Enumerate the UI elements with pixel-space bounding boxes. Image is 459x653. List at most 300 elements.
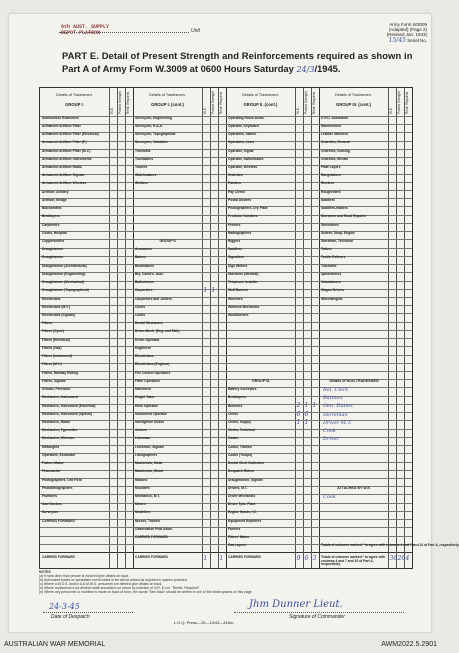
non-tradesman-entry: Cook <box>323 428 336 435</box>
trade-label: Armament Artificer Fitter (M.V.) <box>42 148 91 153</box>
group-divider <box>226 88 227 568</box>
trade-label: Mechanics, M.T. <box>135 494 160 498</box>
trade-label: Electricians (Signals) <box>42 313 76 318</box>
trade-label: Signallers <box>228 255 244 260</box>
sub-column-header: Posted Strength <box>304 91 308 114</box>
despatch-date-handwritten: 24-3-45 <box>49 602 80 611</box>
note-item: (e) Where any personnel or mobilise is made on back of form, the words "See Back" should be written in one of the blank spaces on this page. <box>39 590 253 594</box>
column-details-label: Details of Tradesmen. <box>242 93 279 97</box>
trade-label: Photographers, Ord Field <box>42 477 82 482</box>
trade-label: GROUP III. <box>251 378 271 383</box>
trade-label: Fitters (Electrical) <box>42 337 70 342</box>
column-group-label: GROUP I. (cont.) <box>151 102 184 107</box>
trade-label: Lithographers <box>135 452 158 457</box>
trade-label: Dental Clerk Collection <box>228 461 265 466</box>
sub-column-header: Reinf. Required <box>405 91 409 114</box>
trade-label: Hatchmen <box>135 387 151 392</box>
group-divider <box>133 88 134 568</box>
trade-label: Artificer, Artillery <box>42 189 69 194</box>
entry-we: 1 <box>296 418 301 426</box>
trade-label: Postal Dusters <box>228 197 252 202</box>
row-rule <box>319 322 412 323</box>
trade-label: Operator, Switchboard <box>228 156 264 161</box>
row-rule <box>133 215 226 216</box>
trade-label: Mechanics, Wireless <box>42 436 75 441</box>
trade-label: Armourers <box>135 247 152 252</box>
trade-label: Carpenters <box>42 222 60 227</box>
notes-list <box>39 574 411 594</box>
trade-label: Tinsmiths <box>135 148 151 153</box>
trade-label: Armament Artificer Fitter (Electrical) <box>42 132 99 137</box>
trade-label: Surveyors, Engineering <box>135 115 173 120</box>
trade-label: Printers <box>228 222 241 227</box>
trade-label: Saddlers-makers <box>321 206 348 211</box>
row-rule <box>226 338 319 339</box>
sub-column-divider <box>295 88 296 568</box>
sub-column-divider <box>396 88 397 568</box>
row-rule <box>319 313 412 314</box>
trade-label: Photolithographers <box>42 485 73 490</box>
archive-caption <box>0 639 441 653</box>
trade-label: Orderlies, Mental <box>321 156 348 161</box>
trade-label: Fitters (Cycle) <box>42 329 64 334</box>
trade-label: Armament Artificer Instruments <box>42 156 92 161</box>
row-rule <box>319 470 412 471</box>
trade-label: Draughtsmen (Mechanical) <box>42 280 85 285</box>
commander-signature: Jhm Dunner Lieut. <box>249 599 343 610</box>
trade-label: Armament Artificer Radio <box>42 164 82 169</box>
trade-label: Operator, Signal <box>228 148 254 153</box>
trade-label: Despatch Riders <box>228 469 255 474</box>
trade-label: Bricklayers <box>42 214 60 219</box>
trade-label: Fitter Operators <box>135 378 160 383</box>
trade-label: Observation Post Assts. <box>135 526 173 531</box>
notes-title: NOTES <box>39 570 51 574</box>
serial-value: 15/45 <box>388 36 406 44</box>
trade-label: Cooks (Troops) <box>228 452 253 457</box>
sub-column-header: W.E. <box>110 107 114 114</box>
trade-label: Fitters (M.V.) <box>42 362 62 367</box>
row-rule <box>226 322 319 323</box>
serial-number <box>347 38 427 43</box>
carried-forward-posted: 6 <box>304 555 309 562</box>
row-rule <box>319 519 412 520</box>
sub-column-header: Posted Strength <box>118 91 122 114</box>
trade-label: Riggers <box>228 238 241 243</box>
trade-label: Surveyors, Topographical <box>135 132 176 137</box>
trade-label: Tinsmiths <box>321 263 337 268</box>
sub-column-header: Posted Strength <box>211 91 215 114</box>
trade-label: Toolmakers <box>135 156 154 161</box>
trade-label: Artificer, Bridge <box>42 197 67 202</box>
trade-label: Predictor Numbers <box>228 214 258 219</box>
sub-column-header: W.E. <box>389 107 393 114</box>
trade-label: Carpenters <box>135 288 153 293</box>
trade-label: Electricians (M.V.) <box>42 304 71 309</box>
trade-label: Draughtsmen (Topographical) <box>42 288 89 293</box>
trade-label: Electricians <box>135 354 154 359</box>
note-item: (c) Where a W.O.S. and/or A.A.M.W.S. personnel are deleted give details on back. <box>39 582 163 586</box>
trade-label: Armament Artificer Fitter (F.) <box>42 140 87 145</box>
trade-label: Driver-Operator <box>135 337 160 342</box>
trade-label: Ammunition Examiners <box>42 115 79 120</box>
trade-label: Height Taker <box>135 395 155 400</box>
trade-label: Bullockmen <box>135 280 154 285</box>
column-group-label: GROUP II. (cont.) <box>243 102 278 107</box>
row-rule <box>226 346 319 347</box>
trade-label: Bakers <box>135 255 146 260</box>
sub-column-header: Reinf. Required <box>219 91 223 114</box>
row-rule <box>319 305 412 306</box>
trade-label: Orderlies, Nursing <box>321 148 350 153</box>
trade-label: Totals of columns marked * to agree with columns 4 and 7 and 10 of Part A, respectively. <box>321 543 459 548</box>
sub-column-divider <box>109 88 110 568</box>
trade-label: Drivers, M.T. <box>228 485 248 490</box>
trade-label: Upholsterers <box>321 271 342 276</box>
sub-column-divider <box>388 88 389 568</box>
row-rule <box>133 231 226 232</box>
trade-label: Clerks <box>228 411 239 416</box>
trade-label: Mechanics, Radio <box>42 419 70 424</box>
carried-forward-label: CARRIED FORWARD <box>135 555 168 559</box>
non-tradesman-entry: Storeman <box>323 411 348 418</box>
trade-label: Joiners <box>135 428 147 433</box>
column-group-label: GROUP I. <box>65 102 84 107</box>
trade-label: Operating Room Assts. <box>228 115 265 120</box>
non-tradesman-entry: Rel. Clerk <box>323 386 349 393</box>
carried-forward-we: 9 <box>296 555 301 562</box>
row-rule <box>226 355 319 356</box>
non-tradesman-entry: Batman <box>323 395 343 402</box>
unit-label: Unit <box>191 28 200 34</box>
trade-label: Plate Layers <box>321 164 341 169</box>
trade-label: Armament Artificer Fitter <box>42 123 81 128</box>
trade-label: Cooks <box>228 436 239 441</box>
trade-label: Gas Layers <box>228 543 246 548</box>
row-rule <box>133 206 226 207</box>
non-tradesman-entry: Gen. Duties <box>323 403 353 410</box>
carried-forward-label: CARRIED FORWARD <box>228 555 261 559</box>
entry-posted: 1 <box>304 402 309 410</box>
trade-label: Sign Writers <box>228 263 248 268</box>
trade-label: Storeman, Technical <box>321 238 354 243</box>
trade-label: Surveyors, Valuation <box>135 140 168 145</box>
trade-label: Blacksmiths <box>42 206 62 211</box>
trade-label: Tailors <box>321 247 332 252</box>
signature-underline <box>234 612 404 613</box>
sub-column-header: W.E. <box>203 107 207 114</box>
trade-label: Photographers, Dry Plate <box>228 206 268 211</box>
row-rule <box>319 462 412 463</box>
sub-column-divider <box>125 88 126 568</box>
trade-label: Instrument Operator <box>135 411 167 416</box>
sub-column-divider <box>202 88 203 568</box>
trade-label: ATTACHED BY W.E. <box>337 485 371 490</box>
row-rule <box>319 338 412 339</box>
row-rule <box>40 527 133 528</box>
trade-label: Nurses, Trained <box>135 518 160 523</box>
trade-label: Cooks <box>135 313 146 318</box>
unit-stamp <box>61 24 109 36</box>
sub-column-header: Reinf. Required <box>312 91 316 114</box>
stamp-line-1: 6th AUST. SUPPLY <box>61 24 110 30</box>
trade-label: Turners <box>135 164 148 169</box>
despatch-label: Date of Despatch <box>51 614 90 620</box>
trade-label: Pay Clerks <box>228 189 245 194</box>
attached-entry: Cook <box>323 493 336 500</box>
column-group-label: GROUP III. (cont.) <box>335 102 372 107</box>
trade-label: Woodturners <box>228 313 249 318</box>
trade-label: Textile Refiners <box>321 255 346 260</box>
unit-underline <box>59 32 189 33</box>
form-reference <box>347 22 427 43</box>
trade-label: Watchmakers <box>135 173 157 178</box>
trade-label: Masons <box>135 477 148 482</box>
trade-label: Fitters (Instrument) <box>42 354 73 359</box>
trade-label: Wagon Drivers <box>321 288 345 293</box>
trade-label: Fitters, Signals <box>42 378 66 383</box>
sub-column-divider <box>404 88 405 568</box>
carried-forward-label: CARRIED FORWARD <box>42 555 75 559</box>
trade-label: GROUP II. <box>159 238 177 243</box>
non-tradesman-entry: Driver M.T. <box>323 419 352 426</box>
trade-label: Driver-Mech. (Eng. and Mid.) <box>135 329 180 334</box>
trade-label: Butchers <box>228 403 243 408</box>
row-rule <box>319 371 412 372</box>
row-rule <box>133 198 226 199</box>
row-rule <box>226 363 319 364</box>
entry-reinf: 1 <box>312 402 317 410</box>
trade-label: Saw Doctors <box>42 502 62 507</box>
trade-label: Fitters (Gas) <box>42 345 62 350</box>
trade-label: Operator, Wireless <box>228 164 258 169</box>
trade-label: Welders <box>135 181 148 186</box>
trade-label: Engine Hands, I.C. <box>228 510 257 515</box>
trade-label: Grinder, Precision <box>42 387 71 392</box>
column-details-label: Details of Tradesmen. <box>149 93 186 97</box>
trade-label: Draughtsmen (Engineering) <box>42 271 86 276</box>
row-rule <box>319 478 412 479</box>
sub-column-divider <box>218 88 219 568</box>
trade-label: Storemen and Road Repairer <box>321 214 367 219</box>
sub-column-divider <box>117 88 118 568</box>
trade-label: Fitters <box>42 321 53 326</box>
total-reinf: 4 <box>405 555 410 562</box>
form-ref-line-2: (Adapted) (Page 2) <box>388 27 427 33</box>
entry-posted: 1 <box>304 418 309 426</box>
trade-label: Draughtsmen, Signals <box>228 477 263 482</box>
row-rule <box>40 544 133 545</box>
page-title-line-2 <box>62 63 341 74</box>
trade-label: Operators, Lines <box>228 140 255 145</box>
total-we: 36 <box>389 555 398 562</box>
trade-label: Storemen (Medical) <box>228 271 259 276</box>
trade-label: Fitters' Mates <box>228 535 250 540</box>
trade-label: G.P.O. Assistants <box>321 115 349 120</box>
trade-label: Cooks, Trained <box>228 444 252 449</box>
row-rule <box>319 363 412 364</box>
note-item: (b) Authorised trades or specialists not included in list will be added as required in spaces provided. <box>39 578 188 582</box>
entry-we: 2 <box>296 402 301 410</box>
trade-label: Moulders <box>135 485 150 490</box>
trade-label: Pattern Maker <box>42 461 64 466</box>
trade-label: Radiographers <box>228 230 252 235</box>
trade-label: Wheelers <box>228 296 243 301</box>
sub-column-divider <box>311 88 312 568</box>
sub-column-divider <box>210 88 211 568</box>
sub-column-divider <box>303 88 304 568</box>
column-details-label: Details of Tradesmen. <box>56 93 93 97</box>
trade-label: Farriers <box>228 526 241 531</box>
trade-label: Dental Mechanics <box>135 321 163 326</box>
trade-label: Driver Tpts. Plant <box>228 502 256 507</box>
carried-forward-we: 1 <box>203 555 208 562</box>
non-tradesman-entry: Driver <box>323 436 340 443</box>
trade-label: Saddlers <box>321 197 335 202</box>
trade-label: Cooks, Hospital <box>42 230 67 235</box>
trade-label: Millwrights <box>42 444 60 449</box>
note-item: (d) Where replacement not desired state annotation on return by insertion of N.R. in col. "Reinfs. Required". <box>39 586 201 590</box>
trade-label: Operators, Excavator <box>42 452 76 457</box>
row-rule <box>319 355 412 356</box>
trade-label: Telephone Installer <box>228 280 258 285</box>
form-sheet <box>9 14 459 632</box>
trade-label: Mechanics, Typewriter <box>42 428 78 433</box>
trade-label: Orderlies, General <box>321 140 350 145</box>
trade-label: Saddlers <box>228 247 242 252</box>
strength-table <box>39 87 459 569</box>
trade-label: Draughtsmen <box>42 255 64 260</box>
entry-we: 6 <box>296 410 301 418</box>
trade-label: Fitters, Railway Rolling <box>42 370 79 375</box>
trade-label: Draughtsmen <box>42 247 64 252</box>
printer-line: L.H.Q. Press—15—10/43—416m. <box>174 620 235 625</box>
trade-label: Mechanics, Instrument (Optical) <box>42 411 93 416</box>
page-title-line-1: PART E. Detail of Present Strength and Reinforcements required as shown in <box>62 50 413 61</box>
trade-label: Surveyors <box>42 510 59 515</box>
row-rule <box>133 223 226 224</box>
trade-label: Wheelwrights <box>321 296 343 301</box>
trade-label: Leather Stitchers <box>321 132 348 137</box>
carried-forward-reinf: 1 <box>219 555 224 562</box>
trade-label: Pharmacist <box>42 469 60 474</box>
total-posted: 26 <box>397 555 406 562</box>
trade-label: Wireless Mechanics <box>228 304 260 309</box>
trade-label: Clerks <box>135 304 146 309</box>
trade-label: Modellers <box>135 510 151 515</box>
trade-label: Driver Mechanics <box>228 494 256 498</box>
row-rule <box>133 190 226 191</box>
row-rule <box>319 346 412 347</box>
row-rule <box>40 536 133 537</box>
trade-label: CARRIED FORWARD <box>42 518 75 523</box>
trade-label: Battery Surveyors <box>228 387 257 392</box>
trade-label: Electricians (Engines) <box>135 362 170 367</box>
trade-label: Intelligence Duties <box>135 419 165 424</box>
sub-column-header: W.E. <box>296 107 300 114</box>
despatch-underline <box>43 612 133 613</box>
trade-label: Armament Artificer Wireless <box>42 181 87 186</box>
row-rule <box>319 527 412 528</box>
trade-label: Hammermen <box>321 123 341 128</box>
row-rule <box>226 330 319 331</box>
trade-label: Machinists, Metal <box>135 461 163 466</box>
trade-label: Mechanics, Instrument (Electrical) <box>42 403 96 408</box>
trade-label: Bootmakers <box>135 263 155 268</box>
trade-label: Rangetakers <box>321 173 341 178</box>
row-rule <box>226 371 319 372</box>
trade-label: Linesman <box>135 436 151 441</box>
entry-posted: 1 <box>211 287 216 295</box>
carried-forward-reinf: 3 <box>312 555 317 562</box>
trade-label: Plumbers <box>42 494 58 498</box>
trade-label: Clerks, Technical <box>228 428 255 433</box>
entry-we: 1 <box>203 287 208 295</box>
trade-label: Operator, Keyboard <box>228 123 259 128</box>
row-rule <box>319 453 412 454</box>
trade-label: Electricians <box>42 296 61 301</box>
trade-label: Clerks, Supply <box>228 419 251 424</box>
trade-label: Draughtsmen (Architectural) <box>42 263 87 268</box>
trade-label: Fire Control Operators <box>135 370 171 375</box>
title-year: /1945. <box>314 63 341 74</box>
stamp-line-2: DEPOT PLATOON <box>61 30 101 36</box>
trade-label: Bty. Comd's. Asst. <box>135 271 164 276</box>
trade-label: Operators, Switch <box>228 132 257 137</box>
title-date-handwritten: 24/3 <box>296 65 315 74</box>
column-details-label: Details of Tradesmen. <box>335 93 372 97</box>
form-ref-line-1: Army Form W3009 <box>389 22 427 27</box>
signature-label: Signature of Commander <box>289 614 345 620</box>
entry-posted: 6 <box>304 410 309 418</box>
trade-label: Miners <box>135 502 146 507</box>
trade-label: Details of NON-TRADESMEN <box>329 378 379 383</box>
trade-label: Linesmen, Signals <box>135 444 164 449</box>
trade-label: Coppersmiths <box>42 238 65 243</box>
title-prefix: Part A of Army Form W.3009 at 0600 Hours Saturday <box>62 63 294 74</box>
trade-label: Riveters <box>321 181 335 186</box>
trade-label: Equipment Repairers <box>228 518 262 523</box>
trade-label: CARRIED FORWARD <box>135 535 168 540</box>
row-rule <box>319 330 412 331</box>
trade-label: Orderlies <box>228 173 243 178</box>
group-divider <box>319 88 320 568</box>
trade-label: Sisters, Shop, Engine <box>321 230 355 235</box>
trade-label: Painters <box>228 181 242 186</box>
form-ref-line-3: (Revised Jan. 1943) <box>386 32 427 38</box>
trade-label: Roughriders <box>321 189 341 194</box>
caption-left: AUSTRALIAN WAR MEMORIAL <box>4 641 106 648</box>
serial-label: Serial No. <box>407 37 427 43</box>
trade-label: Helio Operator <box>135 403 158 408</box>
row-rule <box>319 445 412 446</box>
row-rule <box>319 536 412 537</box>
trade-label: Stevedores <box>321 222 339 227</box>
trade-label: Machinists, Wood <box>135 469 163 474</box>
trade-label: Surveyors, R.A.A. <box>135 123 163 128</box>
trade-label: Valuationers <box>321 280 341 285</box>
trade-label: Carpenters and Joiners <box>135 296 172 301</box>
sub-column-header: Posted Strength <box>397 91 401 114</box>
caption-right: AWM2022.5.2901 <box>381 641 437 648</box>
row-rule <box>319 511 412 512</box>
carried-forward-label: Totals of columns marked * to agree with columns 4 and 7 and 10 of Part A, respectively. <box>321 555 386 567</box>
row-rule <box>133 544 226 545</box>
trade-label: Armament Artificer Signals <box>42 173 85 178</box>
trade-label: Wall Burners <box>228 288 249 293</box>
trade-label: Engineers <box>135 345 151 350</box>
note-item: (a) If rank other than private is involved give details on back. <box>39 574 130 578</box>
